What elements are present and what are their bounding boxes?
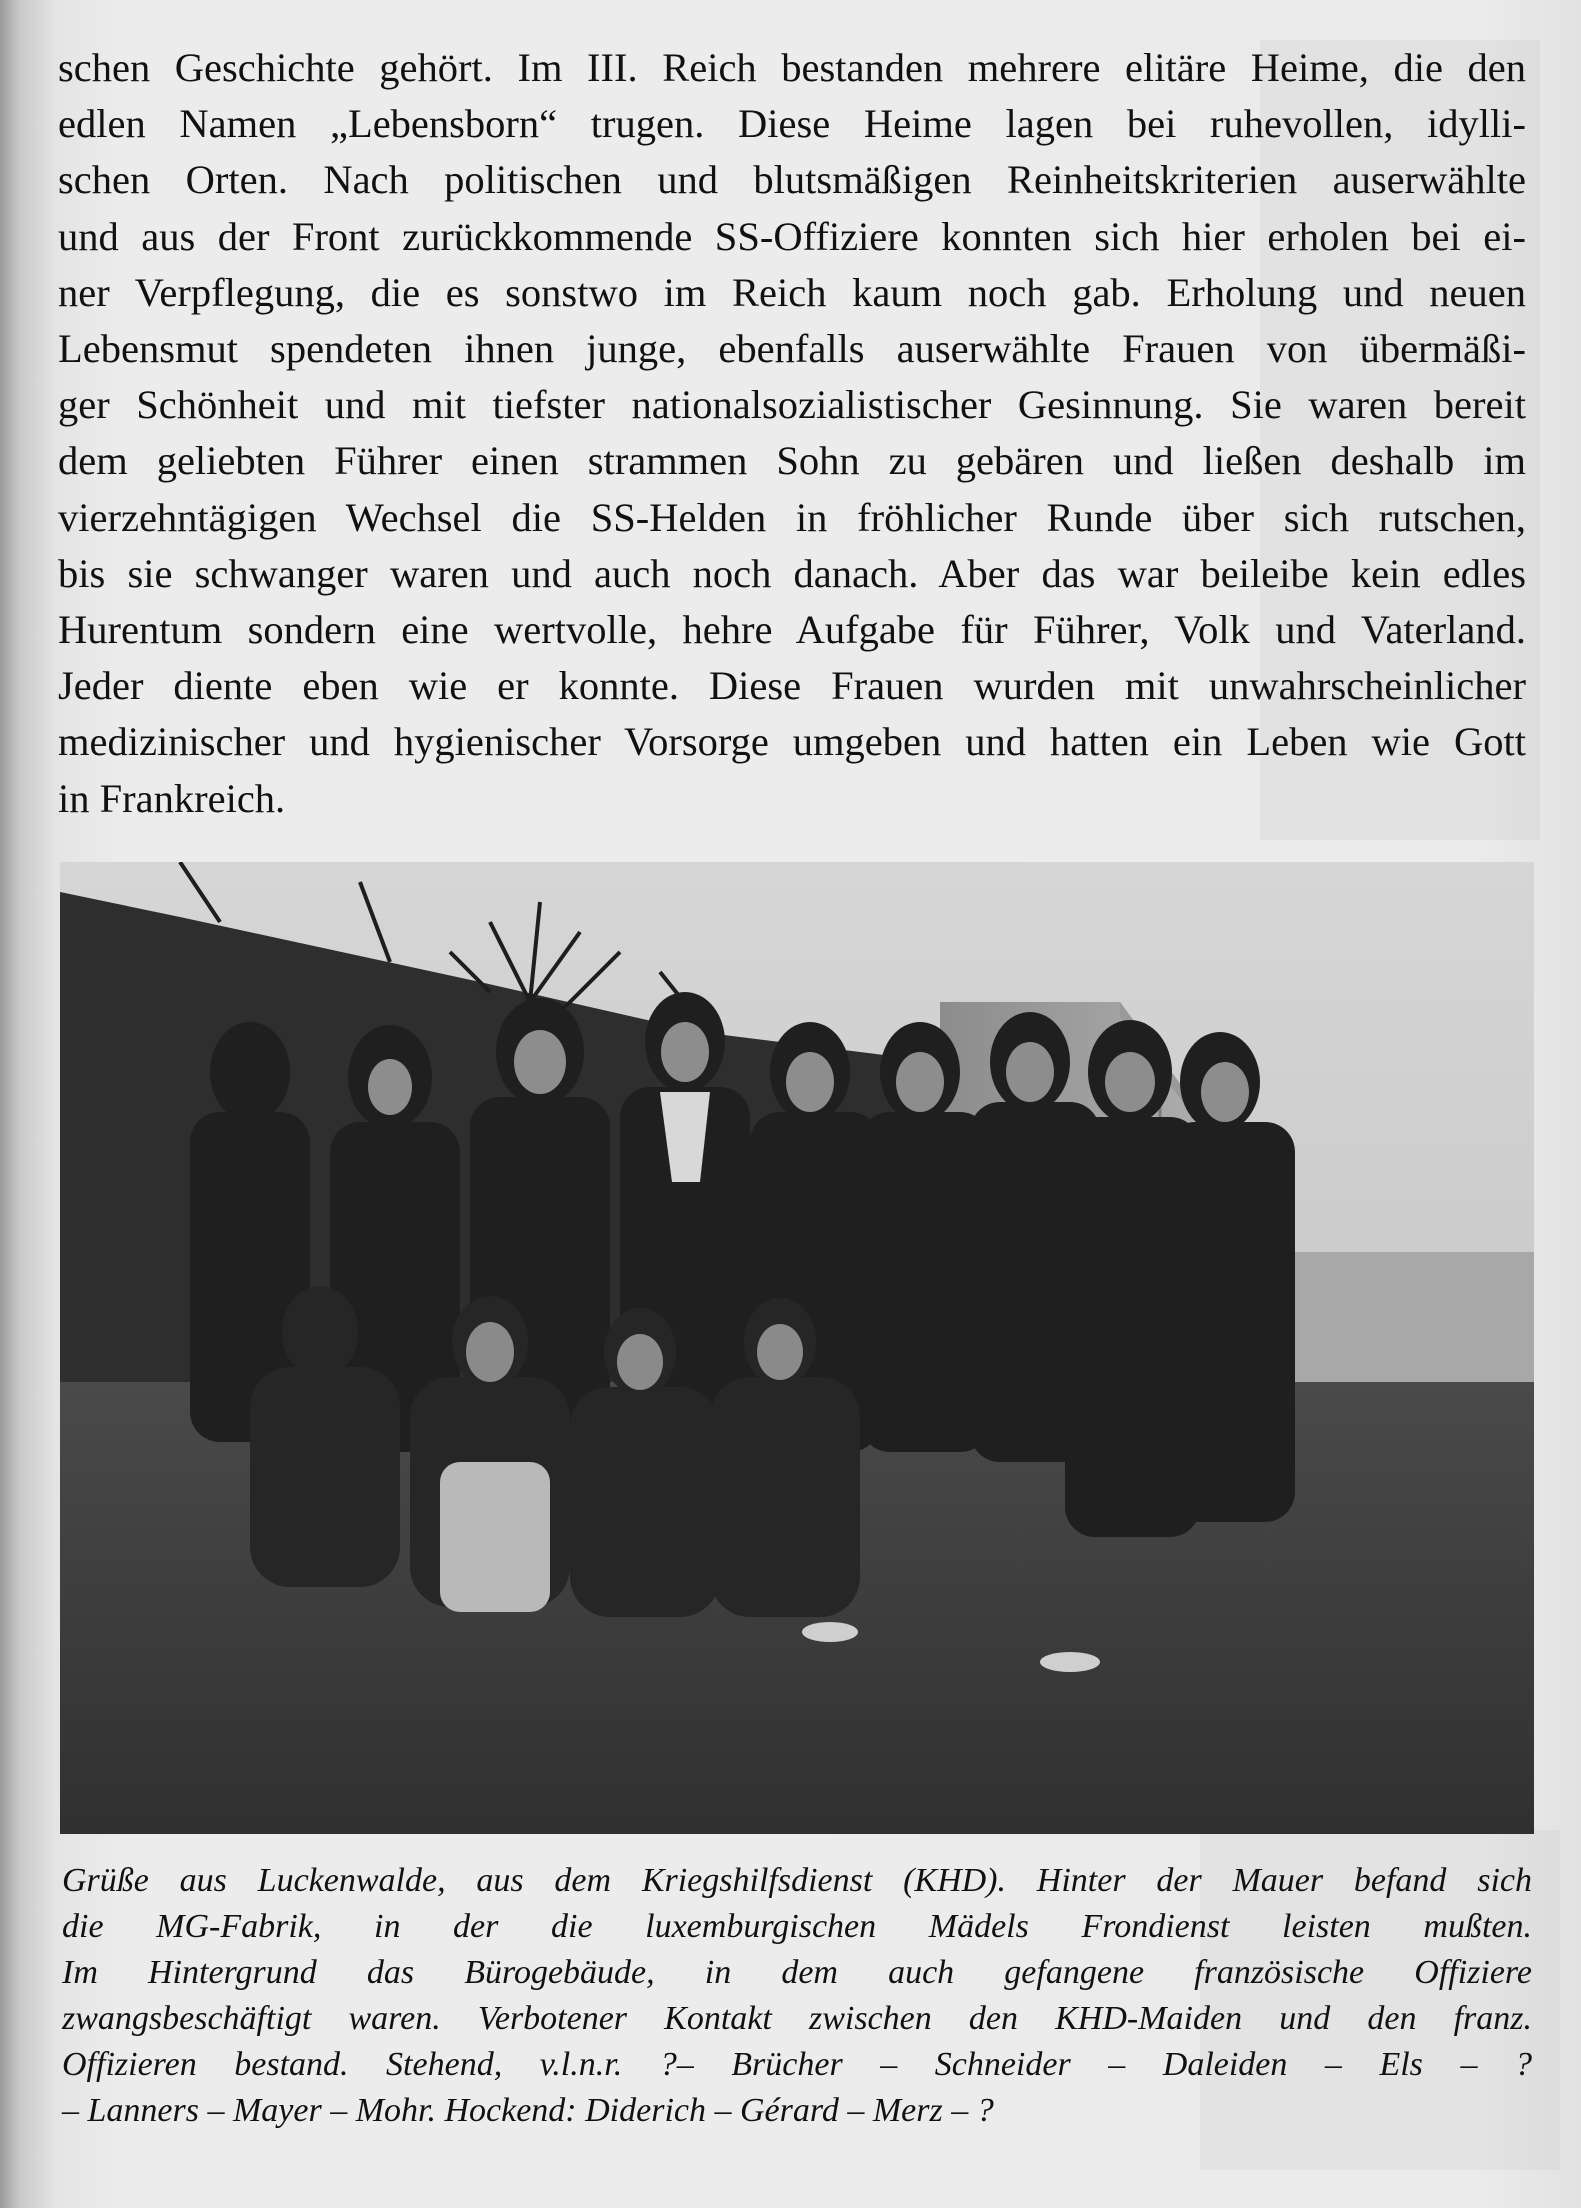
group-photo-drawing: [60, 862, 1534, 1834]
caption-line: die MG-Fabrik, in der die luxemburgischen Mädels Frondienst leisten mußten.: [62, 1908, 1532, 1945]
body-line: dem geliebten Führer einen strammen Sohn zu gebären und ließen deshalb im: [58, 438, 1526, 484]
caption-line: zwangsbeschäftigt waren. Verbotener Kontakt zwischen den KHD-Maiden und den franz.: [62, 2000, 1532, 2037]
body-line: vierzehntägigen Wechsel die SS-Helden in fröhlicher Runde über sich rutschen,: [58, 494, 1526, 540]
body-line: bis sie schwanger waren und auch noch danach. Aber das war beileibe kein edles: [58, 550, 1526, 596]
distant-buildings: [1260, 1252, 1534, 1382]
caption-line: Offizieren bestand. Stehend, v.l.n.r. ?– Brücher – Schneider – Daleiden – Els – ?: [62, 2046, 1532, 2083]
body-line: schen Orten. Nach politischen und blutsmäßigen Reinheitskriterien auserwählte: [58, 157, 1526, 203]
caption-line: Grüße aus Luckenwalde, aus dem Kriegshilfsdienst (KHD). Hinter der Mauer befand sich: [62, 1862, 1532, 1899]
body-line: in Frankreich.: [58, 775, 286, 821]
caption-line: Im Hintergrund das Bürogebäude, in dem auch gefangene französische Offiziere: [62, 1954, 1532, 1991]
body-paragraph: [58, 40, 1526, 827]
body-line: edlen Namen „Lebensborn“ trugen. Diese Heime lagen bei ruhevollen, idylli-: [58, 101, 1526, 147]
body-line: Jeder diente eben wie er konnte. Diese Frauen wurden mit unwahrscheinlicher: [58, 663, 1526, 709]
body-line: medizinischer und hygienischer Vorsorge umgeben und hatten ein Leben wie Gott: [58, 719, 1526, 765]
body-line: und aus der Front zurückkommende SS-Offiziere konnten sich hier erholen bei ei-: [58, 213, 1526, 259]
body-line: ner Verpflegung, die es sonstwo im Reich kaum noch gab. Erholung und neuen: [58, 269, 1526, 315]
body-line: schen Geschichte gehört. Im III. Reich bestanden mehrere elitäre Heime, die den: [58, 45, 1526, 90]
group-photo: [60, 862, 1534, 1834]
body-line: Lebensmut spendeten ihnen junge, ebenfalls auserwählte Frauen von übermäßi-: [58, 326, 1526, 372]
body-line: ger Schönheit und mit tiefster nationalsozialistischer Gesinnung. Sie waren bereit: [58, 382, 1526, 428]
caption-line: – Lanners – Mayer – Mohr. Hockend: Diderich – Gérard – Merz – ?: [62, 2092, 994, 2129]
body-line: Hurentum sondern eine wertvolle, hehre Aufgabe für Führer, Volk und Vaterland.: [58, 607, 1526, 653]
photo-caption: [62, 1858, 1532, 2134]
white-apron: [440, 1462, 550, 1612]
